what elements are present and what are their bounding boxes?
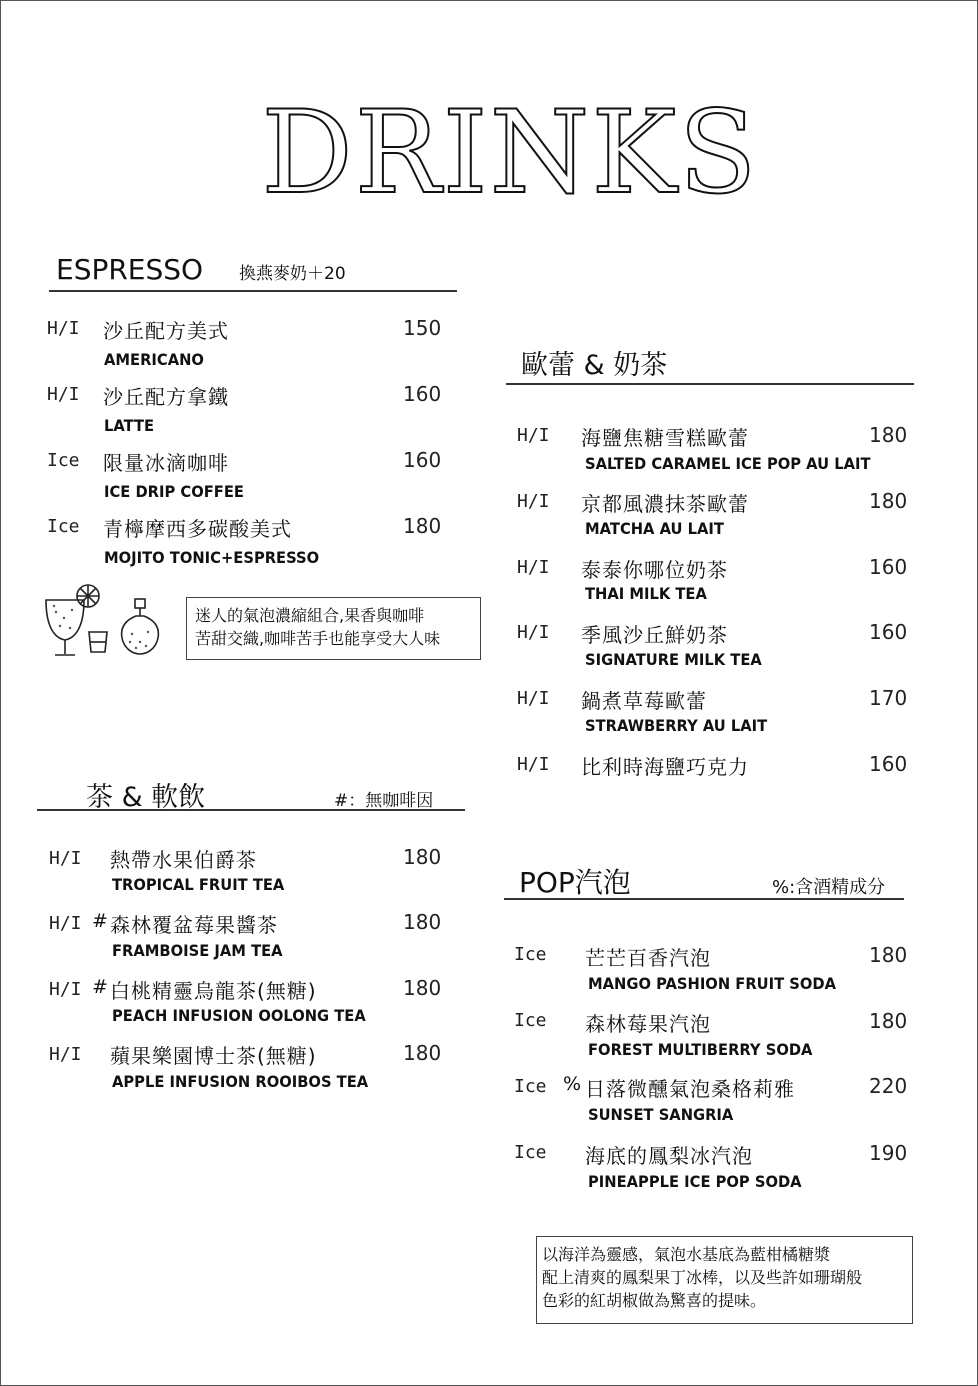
item-name-cn: 日落微醺氣泡桑格莉雅	[585, 1077, 795, 1101]
item-name-cn: 海底的鳳梨冰汽泡	[585, 1144, 753, 1168]
tea-divider	[37, 809, 465, 811]
item-price: 150	[403, 316, 442, 340]
item-price: 180	[869, 1009, 908, 1033]
description-line: 迷人的氣泡濃縮組合,果香與咖啡	[195, 606, 425, 625]
item-size: H/I	[517, 557, 550, 578]
item-price: 180	[869, 943, 908, 967]
tea-section-note: #：無咖啡因	[334, 791, 434, 811]
aulait-divider	[506, 383, 914, 385]
espresso-section-title: ESPRESSO	[56, 253, 204, 286]
item-name-cn: 季風沙丘鮮奶茶	[581, 623, 728, 647]
item-name-cn: 比利時海鹽巧克力	[581, 755, 749, 779]
item-price: 220	[869, 1074, 908, 1098]
item-price: 160	[869, 752, 908, 776]
item-size: H/I	[49, 1044, 82, 1065]
item-size: H/I	[517, 622, 550, 643]
aulait-section-title: 歐蕾 & 奶茶	[521, 350, 668, 381]
pop-description-box	[536, 1236, 913, 1324]
item-name-en: THAI MILK TEA	[585, 584, 707, 603]
item-name-en: MANGO PASHION FRUIT SODA	[588, 974, 836, 993]
item-name-en: STRAWBERRY AU LAIT	[585, 716, 768, 735]
item-name-en: FRAMBOISE JAM TEA	[112, 941, 283, 960]
item-size: Ice	[47, 516, 80, 537]
item-price: 170	[869, 686, 908, 710]
item-name-en: SALTED CARAMEL ICE POP AU LAIT	[585, 454, 871, 473]
item-name-en: PEACH INFUSION OOLONG TEA	[112, 1006, 366, 1025]
menu-title: DRINKS	[261, 86, 759, 219]
item-name-en: TROPICAL FRUIT TEA	[112, 875, 285, 894]
pop-section-note: %:含酒精成分	[772, 877, 886, 898]
item-size: H/I	[517, 491, 550, 512]
item-price: 160	[403, 382, 442, 406]
item-name-en: SUNSET SANGRIA	[588, 1105, 734, 1124]
item-mark: #	[92, 976, 108, 998]
item-size: Ice	[47, 450, 80, 471]
item-name-cn: 鍋煮草莓歐蕾	[581, 689, 707, 713]
item-size: H/I	[47, 384, 80, 405]
description-line: 色彩的紅胡椒做為驚喜的提味。	[542, 1291, 767, 1310]
item-price: 180	[403, 1041, 442, 1065]
item-size: Ice	[514, 1010, 547, 1031]
item-size: Ice	[514, 944, 547, 965]
item-size: Ice	[514, 1076, 547, 1097]
item-price: 160	[869, 620, 908, 644]
item-name-en: MOJITO TONIC+ESPRESSO	[104, 548, 320, 567]
item-name-cn: 京都風濃抹茶歐蕾	[581, 492, 749, 516]
espresso-divider	[49, 290, 457, 292]
item-size: H/I	[517, 688, 550, 709]
drink-illustration	[40, 582, 175, 662]
item-name-en: ICE DRIP COFFEE	[104, 482, 244, 501]
item-name-cn: 芒芒百香汽泡	[585, 946, 711, 970]
description-line: 配上清爽的鳳梨果丁冰棒，以及些許如珊瑚般	[542, 1268, 863, 1287]
item-name-en: SIGNATURE MILK TEA	[585, 650, 762, 669]
item-price: 160	[869, 555, 908, 579]
pop-divider	[504, 898, 904, 900]
tea-section-title: 茶 & 軟飲	[86, 782, 206, 813]
item-name-en: PINEAPPLE ICE POP SODA	[588, 1172, 802, 1191]
item-name-cn: 蘋果樂園博士茶(無糖)	[110, 1044, 317, 1068]
item-name-cn: 泰泰你哪位奶茶	[581, 558, 728, 582]
item-name-en: LATTE	[104, 416, 155, 435]
item-name-cn: 森林莓果汽泡	[585, 1012, 711, 1036]
item-name-cn: 限量冰滴咖啡	[103, 451, 229, 475]
item-price: 180	[403, 845, 442, 869]
item-price: 160	[403, 448, 442, 472]
espresso-section-note: 換燕麥奶＋20	[239, 264, 346, 284]
item-price: 180	[403, 976, 442, 1000]
item-size: H/I	[49, 913, 82, 934]
description-line: 苦甜交織,咖啡苦手也能享受大人味	[195, 629, 441, 648]
pop-section-title: POP汽泡	[519, 866, 631, 899]
espresso-description-box	[186, 597, 481, 660]
item-name-cn: 海鹽焦糖雪糕歐蕾	[581, 426, 749, 450]
item-price: 180	[869, 423, 908, 447]
description-line: 以海洋為靈感，氣泡水基底為藍柑橘糖漿	[542, 1245, 831, 1264]
item-name-cn: 熱帶水果伯爵茶	[110, 848, 257, 872]
item-size: H/I	[47, 318, 80, 339]
item-size: H/I	[49, 979, 82, 1000]
item-size: H/I	[517, 425, 550, 446]
item-name-en: MATCHA AU LAIT	[585, 519, 724, 538]
item-name-cn: 白桃精靈烏龍茶(無糖)	[110, 979, 317, 1003]
item-mark: %	[563, 1073, 582, 1095]
item-price: 180	[403, 910, 442, 934]
item-mark: #	[92, 910, 108, 932]
item-name-en: AMERICANO	[104, 350, 204, 369]
item-size: Ice	[514, 1142, 547, 1163]
item-name-cn: 青檸摩西多碳酸美式	[103, 517, 292, 541]
item-price: 190	[869, 1141, 908, 1165]
item-size: H/I	[49, 848, 82, 869]
item-name-en: FOREST MULTIBERRY SODA	[588, 1040, 813, 1059]
item-name-cn: 森林覆盆莓果醬茶	[110, 913, 278, 937]
item-price: 180	[403, 514, 442, 538]
item-price: 180	[869, 489, 908, 513]
item-name-en: APPLE INFUSION ROOIBOS TEA	[112, 1072, 369, 1091]
item-size: H/I	[517, 754, 550, 775]
item-name-cn: 沙丘配方美式	[103, 319, 229, 343]
item-name-cn: 沙丘配方拿鐵	[103, 385, 229, 409]
